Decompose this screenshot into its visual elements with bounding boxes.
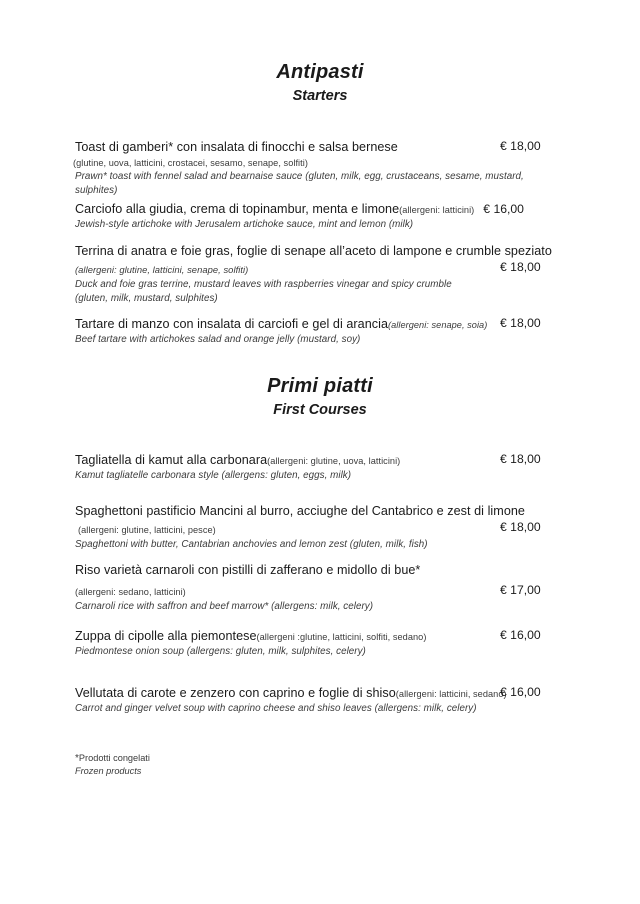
item-allergens-italian: (allergeni: sedano, latticini) — [75, 587, 186, 597]
item-allergens-italian: (glutine, uova, latticini, crostacei, sesamo, senape, solfiti) — [73, 158, 308, 168]
section-title-english: Starters — [292, 88, 348, 104]
item-name-row — [75, 315, 565, 333]
item-name: Vellutata di carote e zenzero con caprino e foglie di shiso — [75, 686, 396, 700]
item-name: Tartare di manzo con insalata di carciofi e gel di arancia — [75, 317, 389, 331]
item-description-english: Prawn* toast with fennel salad and bearnaise sauce (gluten, milk, egg, crustaceans, sesame, mustard, sulphites) — [75, 171, 524, 196]
section-heading-primi-piatti — [0, 374, 640, 420]
item-price: € 16,00 — [500, 685, 541, 699]
section-heading-antipasti — [0, 60, 640, 106]
item-description-english-cont: (gluten, milk, mustard, sulphites) — [75, 293, 218, 304]
item-price: € 18,00 — [500, 316, 541, 330]
menu-item — [75, 502, 565, 552]
menu-item — [75, 561, 565, 614]
section-title-italian: Antipasti — [276, 61, 364, 83]
item-allergens-row — [75, 520, 565, 538]
item-price: € 18,00 — [500, 452, 541, 466]
item-name: Tagliatella di kamut alla carbonara — [75, 453, 268, 467]
item-allergens-italian: (allergeni: glutine, latticini, senape, solfiti) — [75, 264, 249, 275]
item-description-english: Beef tartare with artichokes salad and orange jelly (mustard, soy) — [75, 334, 361, 345]
menu-item — [75, 684, 565, 716]
menu-item — [75, 200, 565, 232]
item-name-row — [75, 451, 565, 469]
footnote — [75, 752, 475, 778]
item-allergens-italian: (allergeni: glutine, uova, latticini) — [267, 456, 401, 466]
item-description-english: Carrot and ginger velvet soup with caprino cheese and shiso leaves (allergens: milk, celery) — [75, 703, 477, 714]
item-description-english: Piedmontese onion soup (allergens: gluten, milk, sulphites, celery) — [75, 646, 366, 657]
item-name-row — [75, 684, 565, 702]
section-title-italian: Primi piatti — [267, 375, 373, 397]
menu-item — [75, 627, 565, 659]
item-name-row — [75, 502, 565, 520]
item-description-english: Jewish-style artichoke with Jerusalem artichoke sauce, mint and lemon (milk) — [75, 219, 414, 230]
item-name: Riso varietà carnaroli con pistilli di zafferano e midollo di bue* — [75, 563, 421, 577]
item-name-row — [75, 627, 565, 645]
item-allergens-italian: (allergeni :glutine, latticini, solfiti, sedano) — [256, 632, 427, 642]
menu-item — [75, 138, 565, 198]
menu-item — [75, 315, 565, 347]
footnote-english: Frozen products — [75, 766, 142, 776]
item-name-row — [75, 242, 565, 260]
item-allergens-row — [75, 582, 565, 600]
item-allergens-italian: (allergeni: glutine, latticini, pesce) — [78, 525, 216, 535]
item-price: € 18,00 — [500, 260, 541, 274]
item-name-row — [75, 138, 565, 156]
menu-item — [75, 451, 565, 483]
menu-item — [75, 242, 565, 306]
item-description-english: Duck and foie gras terrine, mustard leaves with raspberries vinegar and spicy crumble — [75, 279, 452, 290]
item-name: Zuppa di cipolle alla piemontese — [75, 629, 257, 643]
item-name-row — [75, 200, 565, 218]
section-title-english: First Courses — [273, 402, 367, 418]
item-name: Carciofo alla giudia, crema di topinambur, menta e limone — [75, 202, 400, 216]
asterisk-marker: * — [75, 753, 79, 764]
item-allergens-italian: (allergeni: senape, soia) — [388, 320, 488, 330]
item-price: € 18,00 — [500, 520, 541, 534]
item-price: € 16,00 — [483, 202, 524, 216]
item-price: € 18,00 — [500, 139, 541, 153]
item-price: € 16,00 — [500, 628, 541, 642]
item-name: Spaghettoni pastificio Mancini al burro, acciughe del Cantabrico e zest di limone — [75, 504, 525, 518]
footnote-italian-text: Prodotti congelati — [78, 753, 150, 763]
item-allergens-italian: (allergeni: latticini, sedano) — [395, 689, 507, 699]
item-description-english: Spaghettoni with butter, Cantabrian anchovies and lemon zest (gluten, milk, fish) — [75, 539, 428, 550]
item-name: Terrina di anatra e foie gras, foglie di senape all’aceto di lampone e crumble speziato — [75, 244, 552, 258]
item-description-english: Kamut tagliatelle carbonara style (allergens: gluten, eggs, milk) — [75, 470, 352, 481]
item-allergens-italian: (allergeni: latticini) — [399, 205, 475, 215]
item-description-english: Carnaroli rice with saffron and beef marrow* (allergens: milk, celery) — [75, 601, 374, 612]
item-allergens-row — [75, 260, 565, 278]
item-name: Toast di gamberi* con insalata di finocchi e salsa bernese — [75, 140, 398, 154]
footnote-italian — [75, 752, 475, 765]
item-price: € 17,00 — [500, 583, 541, 597]
item-name-row — [75, 561, 565, 579]
